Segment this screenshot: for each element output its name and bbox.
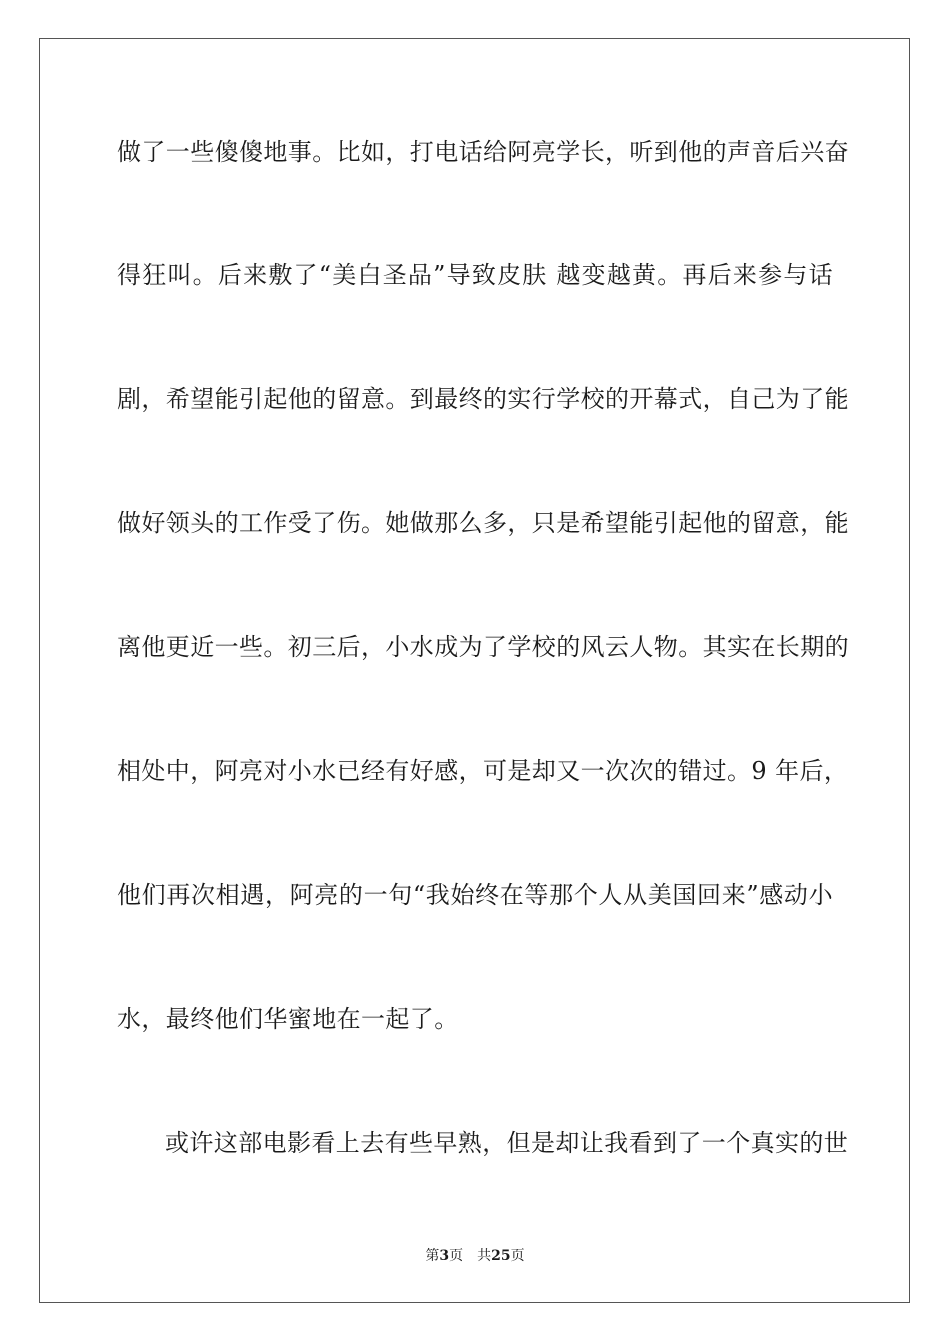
total-prefix: 共 xyxy=(477,1248,492,1264)
paragraph-line-3: 剧，希望能引起他的留意。到最终的实行学校的开幕式，自己为了能 xyxy=(117,385,849,413)
paragraph-line-8: 水，最终他们华蜜地在一起了。 xyxy=(117,1005,459,1033)
page-number: 3 xyxy=(439,1248,450,1264)
page-border xyxy=(39,38,910,1303)
paragraph-line-5: 离他更近一些。初三后，小水成为了学校的风云人物。其实在长期的 xyxy=(117,633,849,661)
paragraph-line-6: 相处中，阿亮对小水已经有好感，可是却又一次次的错过。9 年后， xyxy=(117,757,849,785)
paragraph-line-1: 做了一些傻傻地事。比如，打电话给阿亮学长，听到他的声音后兴奋 xyxy=(117,138,849,166)
paragraph-line-9: 或许这部电影看上去有些早熟，但是却让我看到了一个真实的世 xyxy=(165,1129,849,1157)
paragraph-line-4: 做好领头的工作受了伤。她做那么多，只是希望能引起他的留意，能 xyxy=(117,509,849,537)
paragraph-line-2: 得狂叫。后来敷了“美白圣品”导致皮肤 越变越黄。再后来参与话 xyxy=(117,261,833,289)
page-suffix: 页 xyxy=(449,1248,464,1264)
total-pages: 25 xyxy=(491,1248,511,1264)
page-footer xyxy=(0,1246,950,1266)
total-suffix: 页 xyxy=(510,1248,525,1264)
page-prefix: 第 xyxy=(425,1248,440,1264)
paragraph-line-7: 他们再次相遇，阿亮的一句“我始终在等那个人从美国回来”感动小 xyxy=(117,881,833,909)
